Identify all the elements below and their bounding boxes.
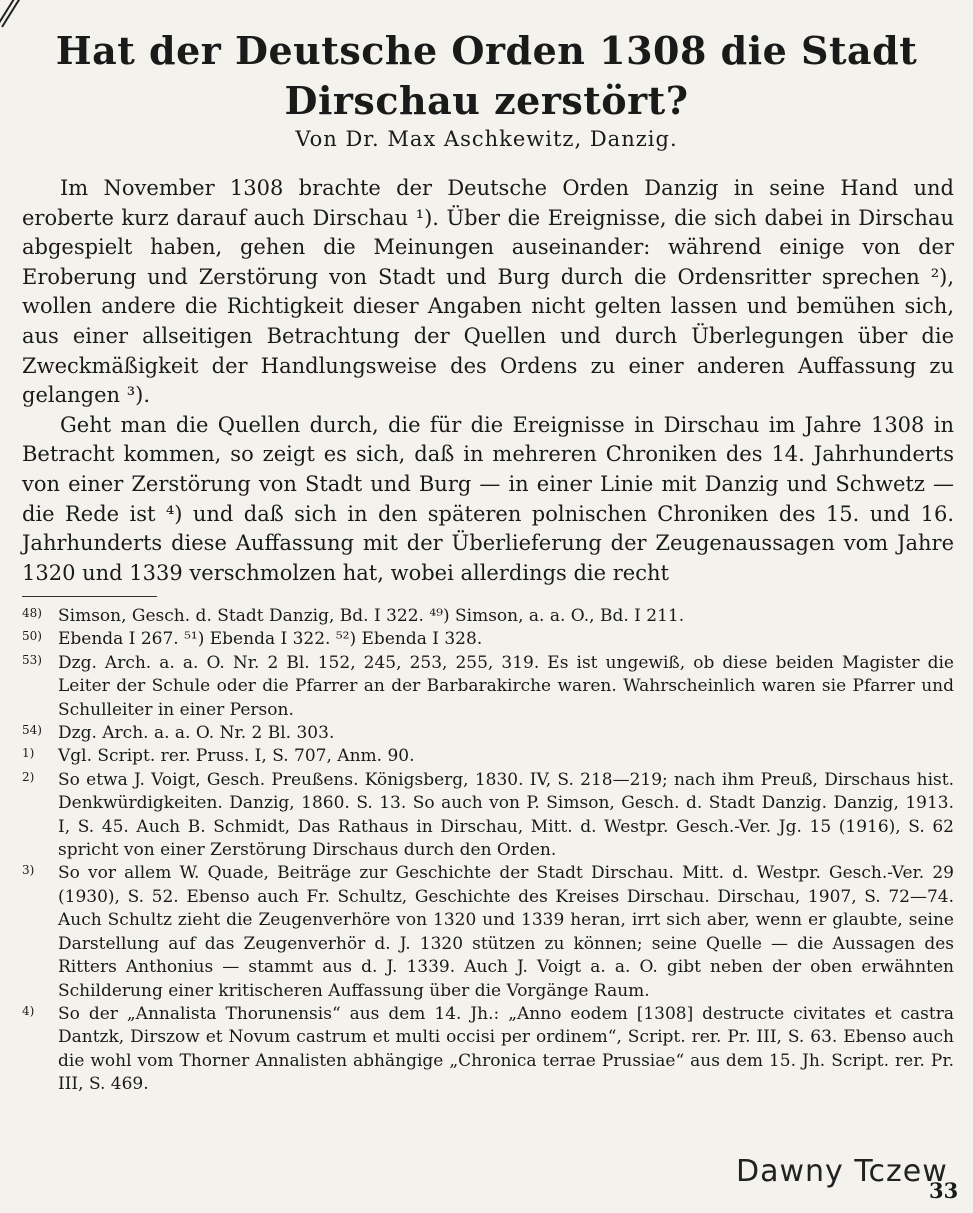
footnote-text: So der „Annalista Thorunensis“ aus dem 14. Jh.: „Anno eodem [1308] destructe civitates et castra Dantzk, Dirszow et Novum castrum et multi occisi per ordinem“, Script. rer. Pr. III, S. 63. Ebenso auch die wohl vom Thorner Annalisten abhängige „Chronica terrae Prussiae“ aus dem 15. Jh. Script. rer. Pr. III, S. 469. [58,1003,954,1095]
footnote-number: 4) [22,1003,35,1018]
scan-stroke-mark [1,0,45,28]
footnote-number: 48) [22,606,42,620]
footnote-text: So vor allem W. Quade, Beiträge zur Geschichte der Stadt Dirschau. Mitt. d. Westpr. Gesch.-Ver. 29 (1930), S. 52. Ebenso auch Fr. Schultz, Geschichte des Kreises Dirschau. Dirschau, 1907, S. 72—74. Auch Schultz zieht die Zeugenverhöre von 1320 und 1339 heran, irrt sich aber, wenn er glaubte, seine Darstellung auf das Zeugenverhör d. J. 1320 stützen zu können; seine Quelle — die Aussagen des Ritters Anthonius — stammt aus d. J. 1339. Auch J. Voigt a. a. O. gibt neben der oben erwähnten Schilderung einer kritischeren Auffassung über die Vorgänge Raum. [58,863,954,1001]
footnote [22,1003,954,1097]
footnote [22,722,954,745]
article-body [22,174,954,588]
footnote-number: 2) [22,769,35,784]
footnote-text: So etwa J. Voigt, Gesch. Preußens. Königsberg, 1830. IV, S. 218—219; nach ihm Preuß, Dirschaus hist. Denkwürdigkeiten. Danzig, 1860. S. 13. So auch von P. Simson, Gesch. d. Stadt Danzig. Danzig, 1913. I, S. 45. Auch B. Schmidt, Das Rathaus in Dirschau, Mitt. d. Westpr. Gesch.-Ver. Jg. 15 (1916), S. 62 spricht von einer Zerstörung Dirschaus durch den Orden. [58,769,954,861]
footnote-text: Dzg. Arch. a. a. O. Nr. 2 Bl. 303. [58,723,335,744]
footnote-number: 53) [22,652,42,667]
article-title: Hat der Deutsche Orden 1308 die Stadt Dirschau zerstört? [55,28,918,123]
body-paragraph: Im November 1308 brachte der Deutsche Orden Danzig in seine Hand und eroberte kurz darauf auch Dirschau ¹). Über die Ereignisse, die sich dabei in Dirschau abgespielt haben, gehen die Meinungen auseinander: während einige von der Eroberung und Zerstörung von Stadt und Burg durch die Ordensritter sprechen ²), wollen andere die Richtigkeit dieser Angaben nicht gelten lassen und bemühen sich, aus einer allseitigen Betrachtung der Quellen und durch Überlegungen über die Zweckmäßigkeit der Handlungsweise des Ordens zu einer anderen Auffassung zu gelangen ³). [22,176,954,408]
footnote [22,862,954,1002]
footnote [22,745,954,768]
footnote [22,628,954,651]
footnote-text: Dzg. Arch. a. a. O. Nr. 2 Bl. 152, 245, 253, 255, 319. Es ist ungewiß, ob diese beiden Magister die Leiter der Schule oder die Pfarrer an der Barbarakirche waren. Wahrscheinlich waren sie Pfarrer und Schulleiter in einer Person. [58,652,954,720]
footnote [22,652,954,722]
footnotes-section [22,605,954,1097]
footnote-number: 3) [22,863,35,878]
footnote-text: Simson, Gesch. d. Stadt Danzig, Bd. I 322. ⁴⁹) Simson, a. a. O., Bd. I 211. [58,606,685,626]
footnote [22,605,954,628]
footnote-text: Ebenda I 267. ⁵¹) Ebenda I 322. ⁵²) Ebenda I 328. [58,629,483,650]
body-paragraph: Geht man die Quellen durch, die für die Ereignisse in Dirschau im Jahre 1308 in Betracht kommen, so zeigt es sich, daß in mehreren Chroniken des 14. Jahrhunderts von einer Zerstörung von Stadt und Burg — in einer Linie mit Danzig und Schwetz — die Rede ist ⁴) und daß sich in den späteren polnischen Chroniken des 15. und 16. Jahrhunderts diese Auffassung mit der Überlieferung der Zeugenaussagen vom Jahre 1320 und 1339 verschmolzen hat, wobei allerdings die recht [22,412,954,585]
footnote-number: 1) [22,746,35,761]
footnote-divider [22,596,157,597]
footnote [22,769,954,863]
footnote-number: 54) [22,723,42,738]
footnote-number: 50) [22,629,42,644]
footnote-text: Vgl. Script. rer. Pruss. I, S. 707, Anm. 90. [58,746,415,767]
article-byline: Von Dr. Max Aschkewitz, Danzig. [295,127,678,151]
page-number: 33 [929,1178,959,1203]
watermark-text: Dawny Tczew [736,1154,948,1189]
